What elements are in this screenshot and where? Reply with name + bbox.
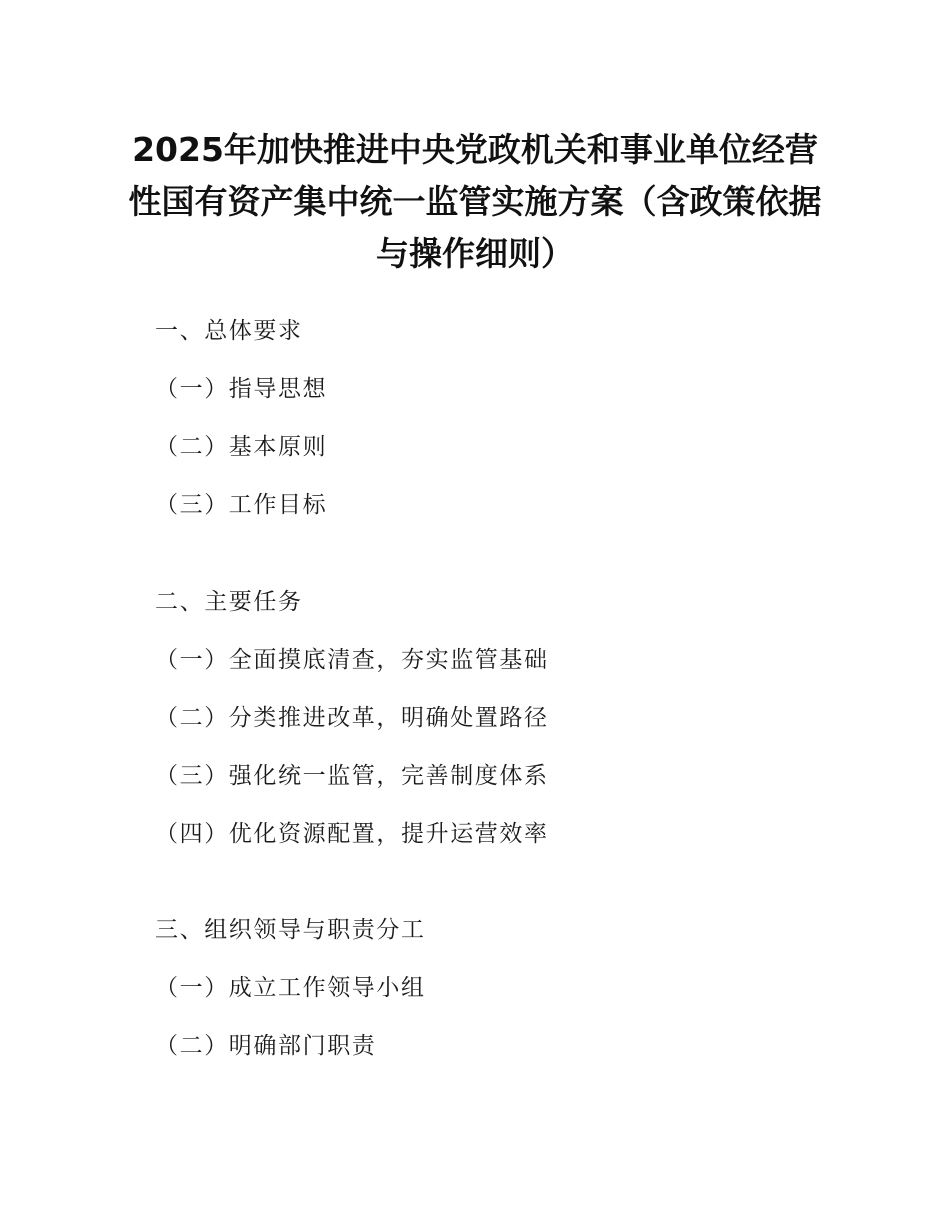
section-2-item-2: （二）分类推进改革，明确处置路径 xyxy=(155,705,549,731)
title-line-1: 2025年加快推进中央党政机关和事业单位经营 xyxy=(132,130,818,169)
section-1-item-3: （三）工作目标 xyxy=(155,492,328,518)
title-line-3: 与操作细则） xyxy=(376,234,574,273)
title-line-2: 性国有资产集中统一监管实施方案（含政策依据 xyxy=(128,182,822,221)
section-heading-3: 三、组织领导与职责分工 xyxy=(155,917,426,943)
section-2-item-3: （三）强化统一监管，完善制度体系 xyxy=(155,763,549,789)
document-title xyxy=(95,124,855,280)
section-1-item-2: （二）基本原则 xyxy=(155,434,328,460)
section-3-item-1: （一）成立工作领导小组 xyxy=(155,975,426,1001)
section-heading-2: 二、主要任务 xyxy=(155,589,303,615)
section-3-item-2: （二）明确部门职责 xyxy=(155,1033,377,1059)
section-2-item-4: （四）优化资源配置，提升运营效率 xyxy=(155,821,549,847)
section-1-item-1: （一）指导思想 xyxy=(155,376,328,402)
section-heading-1: 一、总体要求 xyxy=(155,318,303,344)
section-2-item-1: （一）全面摸底清查，夯实监管基础 xyxy=(155,647,549,673)
